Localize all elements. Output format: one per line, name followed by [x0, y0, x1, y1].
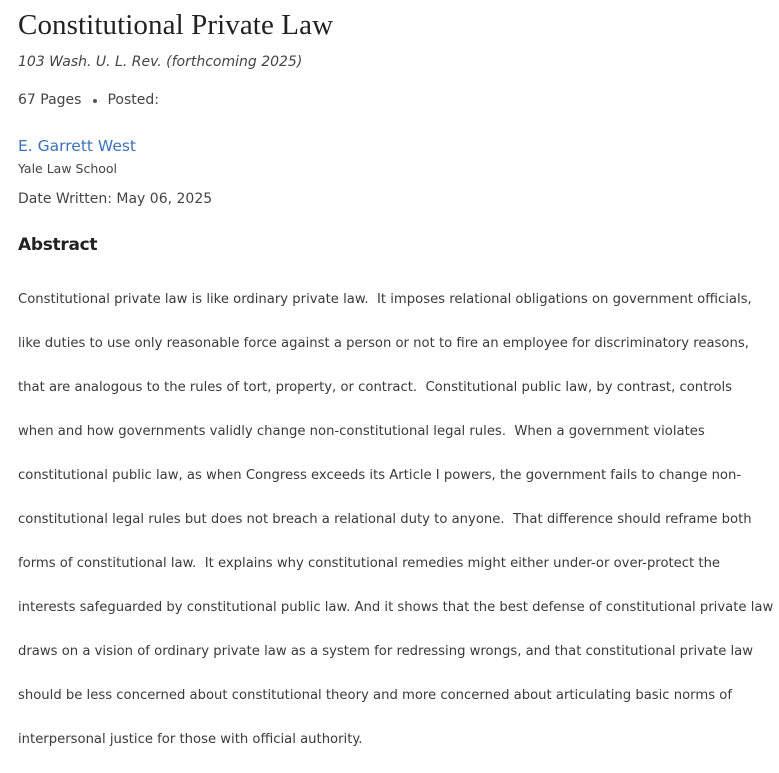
abstract-line: forms of constitutional law. It explains why constitutional remedies might either under-or over-protect the — [18, 556, 721, 571]
abstract-line: that are analogous to the rules of tort, property, or contract. Constitutional public law, by contrast, controls — [18, 380, 733, 395]
abstract-line: when and how governments validly change non-constitutional legal rules. When a government violates — [18, 424, 705, 439]
abstract-line: constitutional legal rules but does not breach a relational duty to anyone. That difference should reframe both — [18, 512, 752, 527]
abstract-line: draws on a vision of ordinary private law as a system for redressing wrongs, and that constitutional private law — [18, 644, 754, 659]
abstract-heading: Abstract — [18, 235, 98, 255]
abstract-line: should be less concerned about constitutional theory and more concerned about articulating basic norms of — [18, 688, 732, 703]
citation: 103 Wash. U. L. Rev. (forthcoming 2025) — [18, 54, 303, 70]
paper-title: Constitutional Private Law — [18, 9, 334, 41]
date-written: Date Written: May 06, 2025 — [18, 191, 213, 207]
abstract-line: Constitutional private law is like ordinary private law. It imposes relational obligations on government officials, — [18, 292, 752, 307]
author-link[interactable]: E. Garrett West — [18, 137, 137, 155]
separator-dot-icon — [93, 99, 97, 103]
page-count: 67 Pages — [18, 92, 82, 108]
abstract-line: interests safeguarded by constitutional public law. And it shows that the best defense of constitutional private law — [18, 600, 774, 615]
paper-meta — [18, 92, 159, 108]
abstract-line: constitutional public law, as when Congress exceeds its Article I powers, the government fails to change non- — [18, 468, 742, 483]
abstract-line: interpersonal justice for those with official authority. — [18, 732, 363, 747]
author-affiliation: Yale Law School — [18, 161, 118, 176]
posted-label: Posted: — [107, 92, 159, 108]
abstract-body — [18, 267, 774, 773]
abstract-line: like duties to use only reasonable force against a person or not to fire an employee for discriminatory reasons, — [18, 336, 749, 351]
